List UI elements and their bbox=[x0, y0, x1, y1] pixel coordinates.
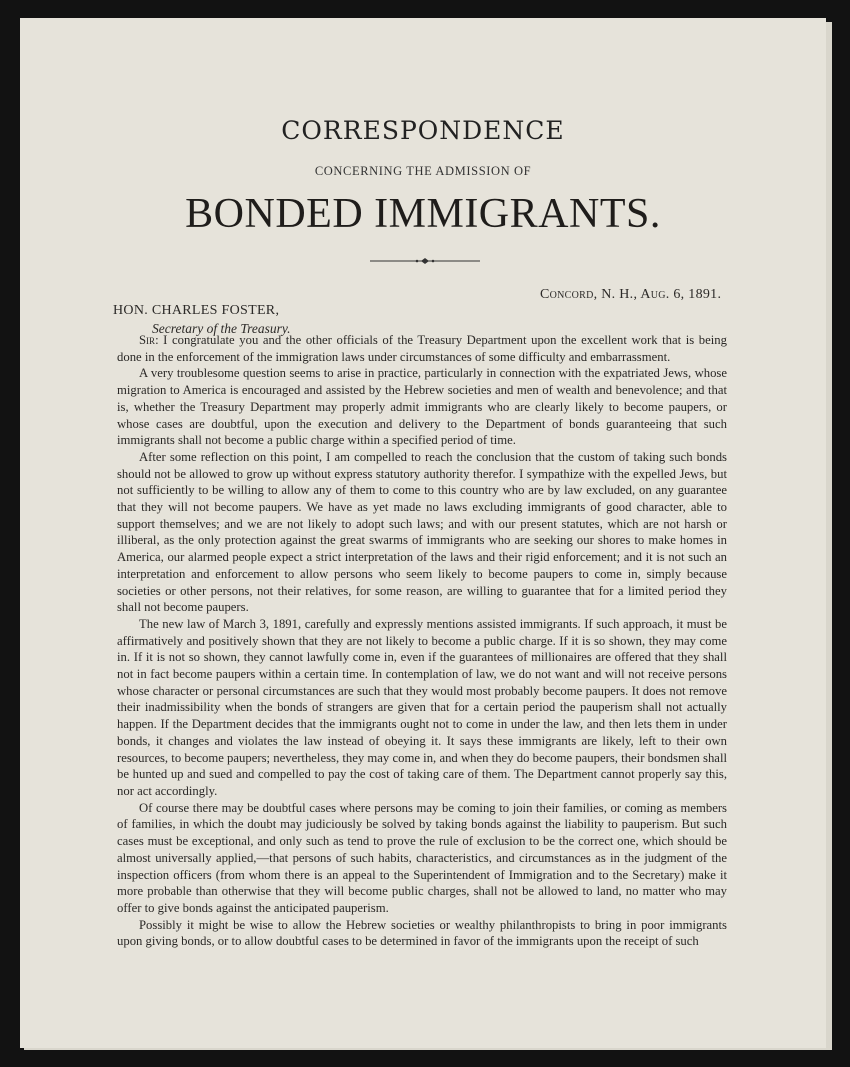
paragraph-6: Possibly it might be wise to allow the Hebrew societies or wealthy philanthropists to bring in poor immigrants upon giving bonds, or to allow doubtful cases to be determined in favor of the immigrants upon the receipt of such bbox=[117, 917, 727, 949]
paragraph-2: A very troublesome question seems to arise in practice, particularly in connection with the expatriated Jews, whose migration to America is encouraged and assisted by the Hebrew societies and men of wealth and benevolence; and that is, whether the Treasury Department may properly admit immigrants who are clearly likely to become paupers, or whose cases are doubtful, upon the execution and delivery to the Department of bonds guaranteeing that such immigrants shall not become a public charge within a specified period of time. bbox=[117, 366, 727, 448]
addressee-title: Secretary of the Treasury. bbox=[152, 321, 291, 336]
paragraph-1-text: : I congratulate you and the other officials of the Treasury Department upon the excellent work that is being done in the enforcement of the immigration laws under circumstances of some difficulty and embarrassment. bbox=[117, 333, 727, 364]
document-subheading: CONCERNING THE ADMISSION OF bbox=[314, 164, 532, 178]
document-main-title: BONDED IMMIGRANTS. bbox=[185, 191, 661, 237]
paragraph-1 bbox=[117, 332, 727, 365]
document-page bbox=[20, 18, 826, 1048]
addressee-name: HON. CHARLES FOSTER, bbox=[113, 303, 280, 318]
salutation: Sir bbox=[139, 333, 156, 347]
letter-body bbox=[117, 332, 727, 950]
ornament-divider-icon bbox=[370, 258, 480, 264]
dateline: Concord, N. H., Aug. 6, 1891. bbox=[540, 287, 722, 302]
paragraph-4: The new law of March 3, 1891, carefully and expressly mentions assisted immigrants. If such approach, it must be affirmatively and positively shown that they are not likely to become a public charge. If it is so shown, they may come in. If it is not so shown, they cannot lawfully come in, even if the guarantees of millionaires are offered that they shall not in fact become paupers within a certain time. In contemplation of law, we do not want and will not receive persons whose character or personal circumstances are such that they would most probably become paupers. It does not remove their inadmissibility when the bonds of strangers are given that for a certain period the pauperism shall not actually happen. If the Department decides that the immigrants ought not to come in under the law, and then lets them in under bonds, it changes and violates the law instead of obeying it. It says these immigrants are likely, left to their own resources, to become paupers; nevertheless, they may come in, and when they do become paupers, their bondsmen shall be hunted up and sued and compelled to pay the cost of taking care of them. The Department cannot properly say this, nor act accordingly. bbox=[117, 616, 727, 798]
paragraph-3: After some reflection on this point, I am compelled to reach the conclusion that the custom of taking such bonds should not be allowed to grow up without express statutory authority therefor. I sympathize with the expelled Jews, but not sufficiently to be willing to allow any of them to come to this country who are by law excluded, on any guarantee that they will not become paupers. We have as yet made no laws excluding immigrants of good character, able to support themselves; and we are not likely to adopt such laws; and with our present statutes, which are not harsh or illiberal, as the only protection against the great swarms of immigrants who are seeking our shores to make homes in America, our alarmed people expect a strict interpretation of the laws and their rigid enforcement; and it is not such an interpretation and enforcement to allow persons who seem likely to become paupers to come in, simply because societies or other persons, not their relatives, for some reason, are willing to guarantee that for a limited period they shall not become paupers. bbox=[117, 449, 727, 615]
document-heading: CORRESPONDENCE bbox=[281, 116, 565, 145]
paragraph-5: Of course there may be doubtful cases where persons may be coming to join their families, or coming as members of families, in which the doubt may judiciously be solved by taking bonds against the liability to pauperism. But such cases must be exceptional, and only such as tend to prove the rule of exclusion to be the correct one, which should be almost universally applied,—that persons of such habits, characteristics, and circumstances as in the judgment of the inspection officers (from whom there is an appeal to the Superintendent of Immigration and to the Secretary) make it more probable than otherwise that they will become public charges, shall not be allowed to land, no matter who may offer to give bonds against the anticipated pauperism. bbox=[117, 800, 727, 915]
